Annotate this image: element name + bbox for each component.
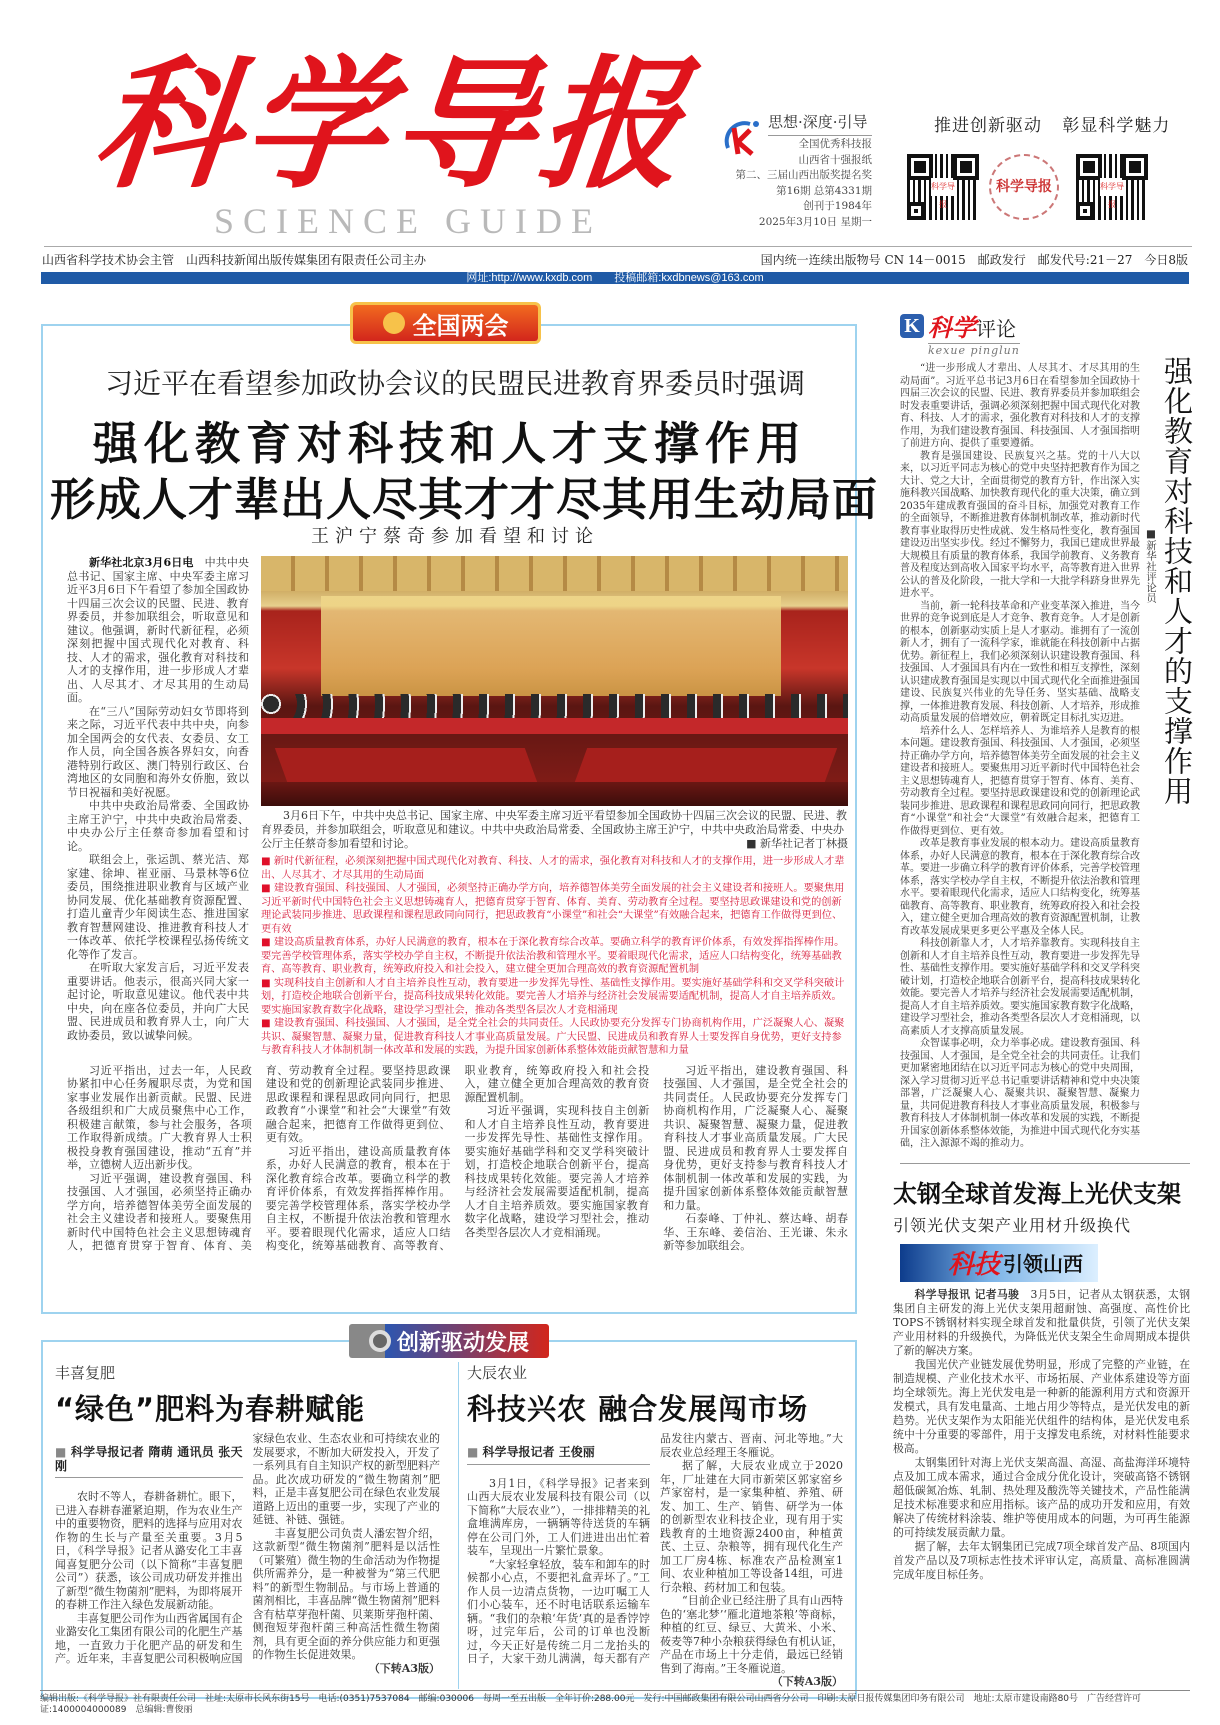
seal-label: 科学导报 — [996, 179, 1052, 195]
paragraph: 据了解，去年太钢集团已完成7项全球首发产品、8项国内首发产品以及7项标志性技术评审认定，高质量、高标准圆满完成年度目标任务。 — [893, 1539, 1190, 1581]
section-label: 创新驱动发展 — [396, 1330, 529, 1356]
founded-year: 创刊于1984年 — [803, 200, 872, 213]
section-banner-innovation — [349, 1324, 549, 1358]
taigang-body — [893, 1288, 1190, 1582]
section-banner-lianghui — [353, 305, 538, 341]
paragraph: 在“三八”国际劳动妇女节即将到来之际，习近平代表中共中央，向参加全国两会的女代表、女委员、女工作人员，向全国各族各界妇女，向香港特别行政区、澳门特别行政区、台湾地区的女同胞和海外女侨胞，致以节日祝福和美好祝愿。 — [67, 704, 249, 799]
summary-item: ■ 建设教育强国、科技强国、人才强国，必须坚持正确办学方向，培养德智体美劳全面发展的社会主义建设者和接班人。要聚焦用习近平新时代中国特色社会主义思想铸魂育人，把德育贯穿于智育、体育、美育、劳动教育全过程。要坚持思政课建设和党的创新理论武装同步推进、思政课程和课程思政同向同行，把思政教育“小课堂”和社会“大课堂”有效融合起来，把德育工作做得更到位、更有效 — [261, 882, 848, 936]
slogan: 思想·深度·引导 — [768, 111, 872, 136]
delegate-table — [275, 748, 537, 782]
commentary-headline[interactable]: 强化教育对科技和人才的支撑作用 — [1160, 356, 1194, 806]
right-column — [893, 308, 1190, 1582]
article-fengxi — [55, 1362, 440, 1689]
footer-imprint: 编辑出版:《科学导报》社有限责任公司 社址:太原市长风东街15号 电话:(0351)7537084 邮编:030006 每周一至五出版 全年订价:288.00元 发行:中国邮政集团有限公司山西省分公司 印刷:太原日报传媒集团印务有限公司 地址:太原市建设南路80号 广告经营许可证:1400004000089 总编辑:曹俊丽 — [40, 1690, 1190, 1716]
emblem-icon — [383, 312, 405, 334]
continued-note[interactable]: （下转A3版） — [368, 1661, 440, 1675]
commentary-label: 评论 — [976, 317, 1016, 341]
delegate-table — [575, 748, 837, 782]
qr-label: 科学导报 — [1100, 178, 1124, 196]
paragraph: 石泰峰、丁仲礼、蔡达峰、胡春华、王东峰、姜信治、王光谦、朱永新等参加联组会。 — [663, 1212, 848, 1252]
paragraph: “进一步形成人才辈出、人尽其才、才尽其用的生动局面”。习近平总书记3月6日在看望参加全国政协十四届三次会议的民盟、民进、教育界委员并参加联组会时发表重要讲话，强调必须深刻把握中国式现代化对教育、科技、人才的需求，强化教育对科技和人才的支撑作用，为我们建设教育强国、科技强国、人才强国指明了前进方向、提供了重要遵循。 — [900, 363, 1140, 449]
issue-number: 第16期 总第4331期 — [776, 184, 872, 197]
lead-bottom-columns — [67, 1064, 848, 1253]
qr-code-icon[interactable] — [907, 154, 979, 220]
douyin-seal-icon[interactable] — [989, 154, 1059, 220]
paragraph: 习近平强调，建设教育强国、科技强国、人才强国，必须坚持正确办学方向，培养德智体美劳全面发展的社会主义建设者和接班人。要聚焦用新时代中国特色社会主义思想铸魂育人，把德育贯穿于智育、体育、美育、劳动教育全过程。要坚持思政课建设和党的创新理论武装同步推进、思政课程和课程思政同向同行，把思政教育“小课堂”和社会“大课堂”有效融合起来，把德育工作做得更到位、更有效。 — [67, 1063, 451, 1252]
paragraph: 太钢集团针对海上光伏支架高温、高湿、高盐海洋环境特点及加工成本需求，通过合金成分优化设计，突破高铬不锈钢超低碳氮冶炼、轧制、热处理及酸洗等关键技术，产品性能满足技术标准要求和应用指标。该产品的成功开发和应用，有效解决了传统材料涂装、维护等使用成本的问题，为可再生能源的可持续发展贡献力量。 — [893, 1455, 1190, 1539]
lead-headline-1[interactable]: 强化教育对科技和人才支撑作用 — [92, 417, 807, 470]
summary-item: ■ 建设高质量教育体系，办好人民满意的教育，根本在于深化教育综合改革。要确立科学的教育评价体系，有效发挥指挥棒作用。要完善学校管理体系，落实学校办学自主权，不断提升依法治教和管理水平。要着眼现代化需求，适应人口结构变化，统筹基础教育、高等教育、职业教育，统筹政府投入和社会投入，建立健全更加合理高效的教育资源配置机制 — [261, 936, 848, 977]
paragraph: 丰喜复肥公司负责人潘宏智介绍，这款新型“微生物菌剂”肥料是以活性（可繁殖）微生物的生命活动为作物提供所需养分，是一种被誉为“第三代肥料”的新型生物制品。与市场上普通的菌剂相比，丰喜品牌“微生物菌剂”肥料含有枯草芽孢杆菌、贝莱斯芽孢杆菌、侧孢短芽孢杆菌三种高活性微生物菌剂，具有更全面的养分供应能力和更强的作物生长促进效果。 — [252, 1526, 440, 1661]
continued-note[interactable]: （下转A3版） — [771, 1675, 843, 1688]
photo-caption — [261, 809, 848, 851]
dateline: 新华社北京3月6日电 — [89, 556, 194, 569]
summary-item: ■ 实现科技自主创新和人才自主培养良性互动，教育要进一步发挥先导性、基础性支撑作用。要实施好基础学科和交叉学科突破计划，打造校企地联合创新平台，提高科技成果转化效能。要完善人才培养与经济社会发展需要适配机制，提高人才自主培养质效。要实施国家教育数字化战略，建设学习型社会，推动各类型各层次人才竞相涌现 — [261, 977, 848, 1018]
summary-item: ■ 新时代新征程，必须深刻把握中国式现代化对教育、科技、人才的需求，强化教育对科技和人才的支撑作用，进一步形成人才辈出、人尽其才、才尽其用的生动局面 — [261, 855, 848, 882]
lead-media — [261, 556, 848, 1058]
people-row — [261, 694, 848, 720]
lead-subtitle: 习近平在看望参加政协会议的民盟民进教育界委员时强调 — [104, 367, 805, 400]
paragraph: 教育是强国建设、民族复兴之基。党的十八大以来，以习近平同志为核心的党中央坚持把教育作为国之大计、党之大计，全面贯彻党的教育方针，作出深入实施科教兴国战略、加快教育现代化的重大决策，确立到2035年建成教育强国的奋斗目标，加强党对教育工作的全面领导，不断推进教育体制机制改革，推动新时代教育事业取得历史性成就、发生格局性变化，教育强国建设迈出坚实步伐。经过不懈努力，我国已建成世界最大规模且有质量的教育体系，我国学前教育、义务教育普及程度达到高收入国家平均水平，高等教育进入世界公认的普及化阶段，一批大学和一大批学科跻身世界先进水平。 — [900, 450, 1140, 599]
masthead-logo: 科学导报 — [87, 42, 697, 208]
banner-brand: 科技 — [948, 1250, 1001, 1280]
section-label: 全国两会 — [412, 311, 509, 340]
paragraph: 3月1日，《科学导报》记者来到山西大辰农业发展科技有限公司（以下简称“大辰农业”），一排排精美的礼盒堆满库房，一辆辆等待送货的车辆停在公司门外，工人们进进出出忙着装车，呈现出一片繁忙景象。 — [467, 1476, 650, 1557]
motto: 推进创新驱动 彰显科学魅力 — [934, 116, 1171, 136]
article-headline[interactable]: 科技兴农 融合发展闯市场 — [467, 1392, 809, 1426]
paragraph: 我国光伏产业链发展优势明显，形成了完整的产业链，在制造规模、产业化技术水平、市场拓展、产业体系建设等方面均全球领先。海上光伏发电是一种新的能源利用方式和资源开发模式，具有发电量高、土地占用少等特点，是光伏发电的新趋势。光伏支架作为太阳能光伏组件的结构体，是光伏发电系统中十分重要的零部件，用于支撑发电系统，对材料性能要求极高。 — [893, 1357, 1190, 1455]
paragraph: 在听取大家发言后，习近平发表重要讲话。他表示，很高兴同大家一起讨论，听取意见建议。他代表中共中央，向在座各位委员，并向广大民盟、民进成员和教育界人士，向广大政协委员，致以诚挚问候。 — [67, 961, 249, 1042]
lead-upper — [67, 556, 848, 1058]
meta-line: 第二、三届山西出版奖提名奖 — [735, 169, 872, 182]
taigang-subtitle: 引领光伏支架产业用材升级换代 — [893, 1215, 1132, 1235]
paragraph: 据了解，大辰农业成立于2020年，厂址建在大同市新荣区郭家窑乡芦家窑村，是一家集种植、养殖、研发、加工、生产、销售、研学为一体的创新型农业科技企业，现有用于实践教育的土地资源2400亩，种植黄芪、土豆、杂粮等，拥有现代化生产加工厂房4栋、标准农产品检测室1间、农业种植加工等设备14组，可进行杂粮、药材加工和包装。 — [660, 1459, 843, 1594]
banner-label: 引领山西 — [1003, 1252, 1084, 1276]
paragraph: 科技创新靠人才，人才培养靠教育。实现科技自主创新和人才自主培养良性互动，教育要进一步发挥先导性、基础性支撑作用。要实施好基础学科和交叉学科突破计划，打造校企地联合创新平台，提高科技成果转化效能。要完善人才培养与经济社会发展需要适配机制，提高人才自主培养质效。要实施国家教育数字化战略，建设学习型社会，推动各类型各层次人才竞相涌现，以高素质人才支撑高质量发展。 — [900, 938, 1140, 1037]
paragraph: 农时不等人，春耕备耕忙。眼下，已进入春耕春灌紧迫期，作为农业生产中的重要物资，肥料的选择与应用对农作物的生长与产量至关重要。3月5日，《科学导报》记者从潞安化工丰喜闻喜复肥分公司（以下简称“丰喜复肥公司”）获悉，该公司成功研发并推出了新型“微生物菌剂”肥料，为即将展开的春耕工作注入绿色发展新动能。 — [55, 1490, 243, 1611]
masthead-english: SCIENCE GUIDE — [214, 201, 602, 241]
publisher-info: 山西省科学技术协会主管 山西科技新闻出版传媒集团有限责任公司主办 — [42, 253, 427, 267]
k-logo-icon: K — [900, 314, 924, 338]
paragraph: 3月5日，记者从太钢获悉，太钢集团自主研发的海上光伏支架用超耐蚀、高强度、高性价比TOPS不锈钢材料实现全球首发和批量供货，引领了光伏支架产业用材料的升级换代，为降低光伏支架全生命周期成本提供了新的解决方案。 — [893, 1287, 1190, 1357]
column-banner-tech-shanxi — [900, 1244, 1098, 1282]
wall-panel — [321, 596, 781, 696]
head-table — [261, 718, 848, 734]
floor — [261, 782, 848, 806]
lead-subtitle-2: 王沪宁蔡奇参加看望和讨论 — [311, 526, 599, 547]
key-points-summary — [261, 855, 848, 1058]
commentary-brand: 科学 — [928, 313, 976, 342]
paragraph: 中共中央总书记、国家主席、中央军委主席习近平3月6日下午看望了参加全国政协十四届三次会议的民盟、民进、教育界委员，并参加联组会，听取意见和建议。他强调，新时代新征程，必须深刻把握中国式现代化对教育、科技、人才的需求，强化教育对科技和人才的支撑作用，进一步形成人才辈出、人尽其才、才尽其用的生动局面。 — [67, 556, 250, 704]
paragraph-start: 习近平指出，建设高质量教育体系，办好人民满意的教育，根本在于深化教 — [265, 1144, 451, 1185]
publication-number: 国内统一连续出版物号 CN 14－0015 邮政发行 邮发代号:21－27 今日8版 — [760, 253, 1188, 267]
lead-photo[interactable] — [261, 556, 848, 806]
contact-band — [41, 272, 1189, 284]
paragraph: 当前，新一轮科技革命和产业变革深入推进，当今世界的竞争说到底是人才竞争、教育竞争。人才是创新的根本，创新驱动实质上是人才驱动。谁拥有了一流创新人才，拥有了一流科学家，谁就能在科技创新中占据优势。新征程上，我们必须深刻认识建设教育强国、科技强国、人才强国具有内在一致性和相互支撑性，深刻认识建成教育强国是实现以中国式现代化全面推进强国建设、民族复兴伟业的先导任务、坚实基础、战略支撑，一体推进教育发展、科技创新、人才培养，形成推动高质量发展的倍增效应，朝着既定目标扎实迈进。 — [900, 600, 1140, 724]
innovation-frame — [41, 1340, 857, 1699]
gear-icon — [369, 1330, 391, 1352]
article-headline[interactable]: “绿色”肥料为春耕赋能 — [55, 1392, 366, 1426]
commentary-header — [900, 308, 1190, 357]
divider — [44, 246, 1192, 247]
paragraph: 习近平指出，建设教育强国、科技强国、人才强国，是全党全社会的共同责任。人民政协要充分发挥专门协商机构作用，广泛凝聚人心、凝聚共识、凝聚智慧、凝聚力量，促进教育科技人才事业高质量发展。广大民盟、民进成员和教育界人士要发挥自身优势，更好支持参与教育科技人才体制机制一体改革和发展的实践，为提升国家创新体系整体效能贡献智慧和力量。 — [663, 1063, 848, 1212]
meta-line: 全国优秀科技报 — [798, 138, 872, 150]
paragraph-continued: 育综合改革。要确立科学的教育评价体系，有效发挥指挥棒作用。要完善学校管理体系，落实学校办学自主权，不断提升依法治教和管理水平。要着眼现代化需求，适应人口结构变化，统筹基础教育、高等教育、职业教育，统筹政府投入和社会投入，建立健全更加合理高效的教育资源配置机制。 — [265, 1063, 650, 1252]
commentary-body — [900, 363, 1140, 1151]
paragraph: 习近平强调，实现科技自主创新和人才自主培养良性互动，教育要进一步发挥先导性、基础性支撑作用。要实施好基础学科和交叉学科突破计划，打造校企地联合创新平台，提高科技成果转化效能。要完善人才培养与经济社会发展需要适配机制，提高人才自主培养质效。要实施国家教育数字化战略，建设学习型社会，推动各类型各层次人才竞相涌现。 — [464, 1104, 650, 1239]
ceiling-decor — [261, 556, 848, 591]
issue-meta — [736, 137, 873, 231]
paragraph: 联组会上，张运凯、蔡光洁、郑家建、徐坤、崔亚丽、马景林等6位委员，围绕推进职业教育与区域产业协同发展、优化基础教育资源配置、打造儿童青少年阅读生态、推进国家教育智慧网建设、推进教育科技人才一体改革、依托学校课程弘扬传统文化等作了发言。 — [67, 853, 249, 961]
summary-item: ■ 建设教育强国、科技强国、人才强国，是全党全社会的共同责任。人民政协要充分发挥专门协商机构作用，广泛凝聚人心、凝聚共识、凝聚智慧、凝聚力量，促进教育科技人才事业高质量发展。广大民盟、民进成员和教育界人士要发挥自身优势，更好支持参与教育科技人才体制机制一体改革和发展的实践，为提升国家创新体系整体效能贡献智慧和力量 — [261, 1017, 848, 1058]
article-byline: ■ 科学导报记者 隋萌 通讯员 张天刚 — [55, 1446, 243, 1478]
paragraph: 中共中央政治局常委、全国政协主席王沪宁，中共中央政治局常委、中央办公厅主任蔡奇参加看望和讨论。 — [67, 799, 249, 853]
article-kicker: 丰喜复肥 — [55, 1364, 116, 1382]
article-dachen-body — [467, 1432, 843, 1689]
lead-body — [67, 556, 848, 1253]
innovation-articles — [55, 1362, 843, 1689]
paragraph: 习近平指出，过去一年，人民政协紧扣中心任务履职尽责，为党和国家事业发展作出新贡献。民盟、民进各级组织和广大成员聚焦中心工作，积极建言献策，参与社会服务，各项工作取得新成绩。广大教育界人士积极投身教育强国建设，推动“五育”并举，立德树人迈出新步伐。 — [67, 1063, 252, 1171]
paragraph: 众智谋事必明，众力举事必成。建设教育强国、科技强国、人才强国，是全党全社会的共同责任。让我们更加紧密地团结在以习近平同志为核心的党中央周围，深入学习贯彻习近平总书记重要讲话精神和党中央决策部署，广泛凝聚人心、凝聚共识、凝聚智慧、凝聚力量，共同促进教育科技人才事业高质量发展，积极参与教育科技人才体制机制一体改革和发展的实践，不断提升国家创新体系整体效能，为推进中国式现代化夯实基础，注入源源不竭的推动力。 — [900, 1038, 1140, 1149]
taigang-headline[interactable]: 太钢全球首发海上光伏支架 — [893, 1179, 1181, 1208]
lead-headline-2[interactable]: 形成人才辈出人尽其才才尽其用生动局面 — [50, 473, 879, 526]
paragraph: “目前企业已经注册了具有山西特色的‘塞北梦’‘雁北道地茶粮’等商标，种植的红豆、绿豆、大黄米、小米、莜麦等7种小杂粮获得绿色有机认证，产品在市场上十分走俏，最远已经销售到了海南。”王冬雁说道。 — [660, 1594, 843, 1675]
meta-line: 山西省十强报纸 — [798, 153, 872, 166]
paragraph: 丰喜复肥公司作为山西省属国有企业潞安化工集团有限公司的化肥生产基地，一直致力于化肥产品的研发和生产。近年来，丰喜复肥公司积极响应国家绿色农业、生态农业和可持续农业的发展要求，不断加大研发投入，开发了一系列具有自主知识产权的新型肥料产品。此次成功研发的“微生物菌剂”肥料，正是丰喜复肥公司在绿色农业发展道路上迈出的重要一步，实现了产业的延链、补链、强链。 — [55, 1432, 440, 1665]
photo-credit: ■ 新华社记者丁林摄 — [746, 837, 848, 850]
article-byline: ■ 科学导报记者 王俊丽 — [467, 1446, 650, 1465]
article-dachen — [458, 1362, 843, 1689]
paragraph: 培养什么人、怎样培养人、为谁培养人是教育的根本问题。建设教育强国、科技强国、人才强国，必须坚持正确办学方向，培养德智体美劳全面发展的社会主义建设者和接班人。要聚焦用习近平新时代中国特色社会主义思想铸魂育人，把德育贯穿于智育、体育、美育、劳动教育全过程。要坚持思政课建设和党的创新理论武装同步推进、思政课程和课程思政同向同行，把思政教育“小课堂”和社会“大课堂”有效融合起来，把德育工作做得更到位、更有效。 — [900, 725, 1140, 837]
website-email[interactable]: 网址:http://www.kxdb.com 投稿邮箱:kxdbnews@163.com — [466, 272, 764, 284]
caption-text: 3月6日下午，中共中央总书记、国家主席、中央军委主席习近平看望参加全国政协十四届三次会议的民盟、民进、教育界委员，并参加联组会，听取意见和建议。中共中央政治局常委、全国政协主席王沪宁，中共中央政治局常委、中央办公厅主任蔡奇参加看望和讨论。 — [261, 809, 847, 850]
article-kicker: 大辰农业 — [467, 1364, 528, 1382]
divider — [900, 1163, 1190, 1164]
article-fengxi-body — [55, 1432, 440, 1675]
commentary-pinyin: kexue pinglun — [928, 344, 1020, 357]
paragraph: “大家轻拿轻放，装车和卸车的时候都小心点，不要把礼盒弄坏了。”工作人员一边清点货物，一边叮嘱工人们小心装车，还不时电话联系运输车辆。“我们的杂粮‘年货’真的是香饽饽呀，过完年后，公司的订单也没断过，今天正好是传统二月二龙抬头的日子，大家干劲儿满满，每天都有产品发往内蒙古、晋南、河北等地。”大辰农业总经理王冬雁说。 — [467, 1432, 843, 1665]
issue-date: 2025年3月10日 星期一 — [758, 215, 872, 228]
qr-label: 科学导报 — [931, 178, 955, 196]
lead-left-column — [67, 556, 249, 1042]
paragraph: 改革是教育事业发展的根本动力。建设高质量教育体系，办好人民满意的教育，根本在于深化教育综合改革。要进一步确立科学的教育评价体系，完善学校管理体系，落实学校办学自主权，不断提升依法治教和管理水平。要着眼现代化需求，适应人口结构变化，统筹基础教育、高等教育、职业教育，统筹政府投入和社会投入，建立健全更加合理高效的教育资源配置机制，让教育改革发展成果更多更公平惠及全体人民。 — [900, 838, 1140, 937]
dateline: 科学导报讯 记者马骏 — [914, 1287, 1020, 1301]
commentary-author: ■新华社评论员 — [1145, 528, 1157, 603]
qr-code-icon[interactable] — [1076, 154, 1148, 220]
